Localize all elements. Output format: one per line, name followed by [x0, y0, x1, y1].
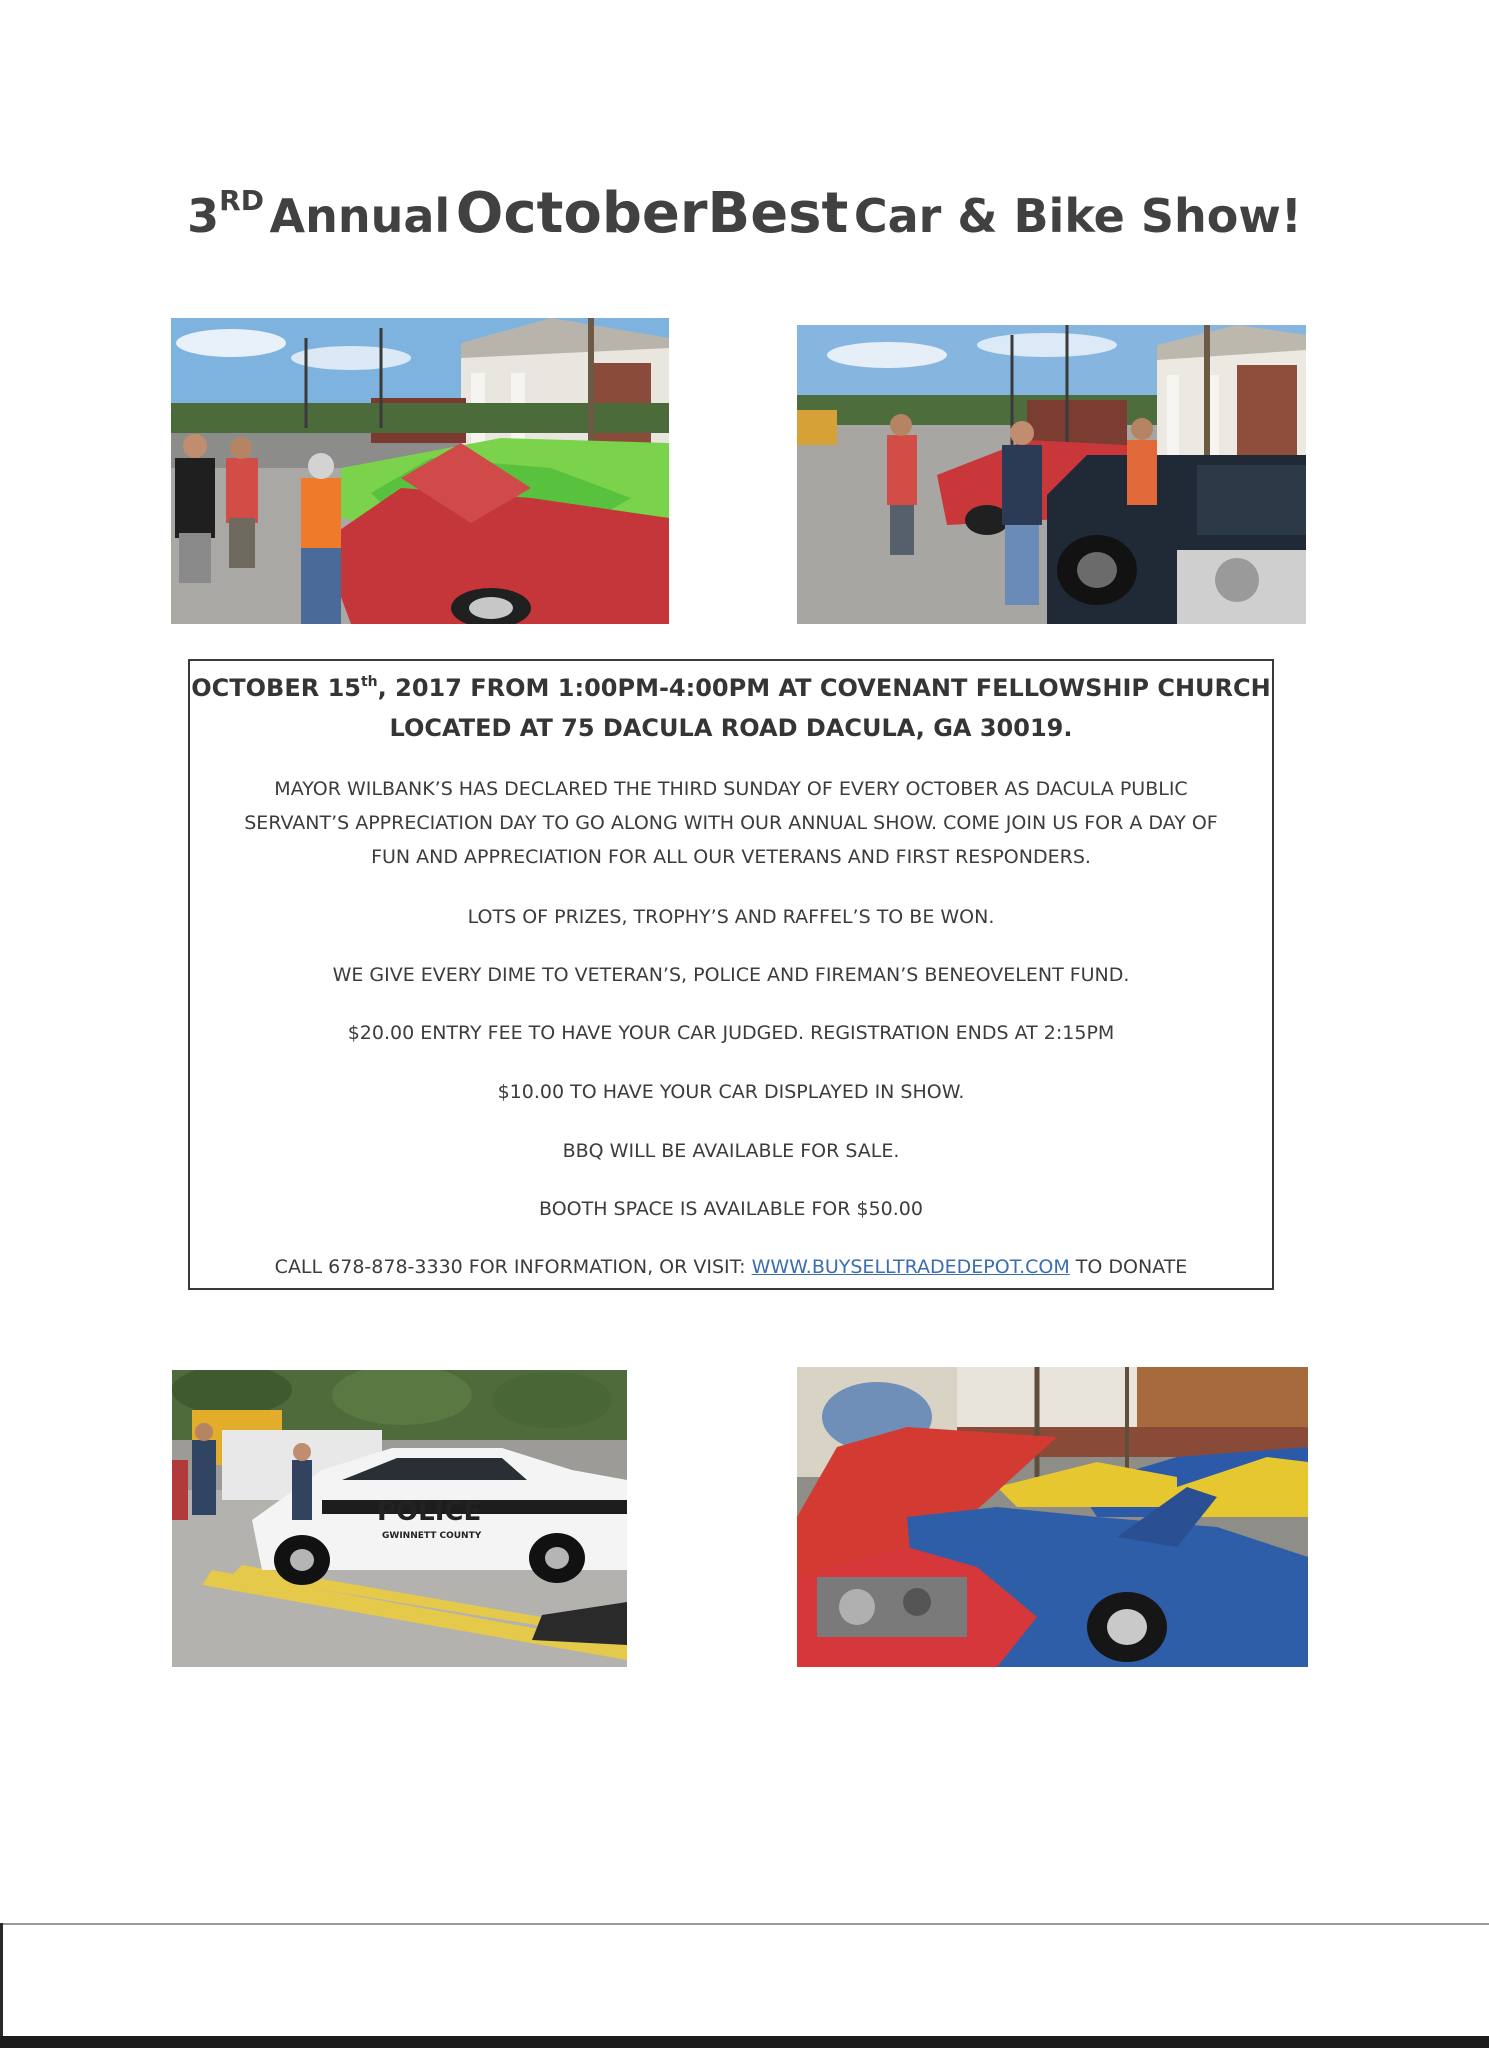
car-show-photo-top-left — [171, 318, 669, 624]
entry-fee-text: $20.00 ENTRY FEE TO HAVE YOUR CAR JUDGED. REGISTRATION ENDS AT 2:15PM — [347, 1022, 1115, 1044]
scan-page-edge — [0, 1923, 1489, 1925]
event-date-day: OCTOBER 15 — [191, 674, 361, 702]
police-car-lettering: POLICE — [377, 1497, 482, 1527]
donation-text: WE GIVE EVERY DIME TO VETERAN’S, POLICE AND FIREMAN’S BENEOVELENT FUND. — [332, 964, 1130, 986]
title-ordinal: 3 — [187, 189, 220, 243]
mayor-declaration-line-1: MAYOR WILBANK’S HAS DECLARED THE THIRD SUNDAY OF EVERY OCTOBER AS DACULA PUBLIC — [274, 778, 1188, 800]
bbq-text: BBQ WILL BE AVAILABLE FOR SALE. — [562, 1140, 900, 1162]
police-car-county-lettering: GWINNETT COUNTY — [382, 1531, 482, 1541]
mayor-declaration-line-2: SERVANT’S APPRECIATION DAY TO GO ALONG WITH OUR ANNUAL SHOW. COME JOIN US FOR A DAY OF — [244, 812, 1218, 834]
website-link[interactable]: WWW.BUYSELLTRADEDEPOT.COM — [751, 1256, 1070, 1278]
event-date-time-location — [190, 674, 1272, 702]
contact-line — [190, 1256, 1272, 1278]
event-time-venue: , 2017 FROM 1:00PM-4:00PM AT COVENANT FELLOWSHIP CHURCH — [377, 674, 1271, 702]
event-date-ordinal: th — [360, 674, 378, 690]
mayor-declaration-line-3: FUN AND APPRECIATION FOR ALL OUR VETERANS AND FIRST RESPONDERS. — [371, 846, 1091, 868]
page-title — [0, 181, 1489, 246]
donate-text: TO DONATE — [1069, 1256, 1188, 1278]
classic-cars-photo — [797, 1367, 1308, 1667]
scan-left-margin — [0, 1923, 3, 2048]
title-event-name: OctoberBest — [455, 181, 849, 246]
display-fee-text: $10.00 TO HAVE YOUR CAR DISPLAYED IN SHOW. — [497, 1081, 965, 1103]
car-show-photo-top-right — [797, 325, 1306, 624]
police-car-photo — [172, 1370, 627, 1667]
scan-bottom-border — [0, 2036, 1489, 2048]
prizes-text: LOTS OF PRIZES, TROPHY’S AND RAFFEL’S TO BE WON. — [467, 906, 995, 928]
booth-text: BOOTH SPACE IS AVAILABLE FOR $50.00 — [539, 1198, 923, 1220]
title-show-type: Car & Bike Show! — [853, 189, 1302, 243]
contact-phone-text: CALL 678-878-3330 FOR INFORMATION, OR VISIT: — [274, 1256, 752, 1278]
title-annual: Annual — [269, 189, 451, 243]
event-address: LOCATED AT 75 DACULA ROAD DACULA, GA 30019. — [389, 714, 1073, 742]
event-info-box — [188, 659, 1274, 1290]
title-ordinal-suffix: RD — [219, 184, 264, 217]
